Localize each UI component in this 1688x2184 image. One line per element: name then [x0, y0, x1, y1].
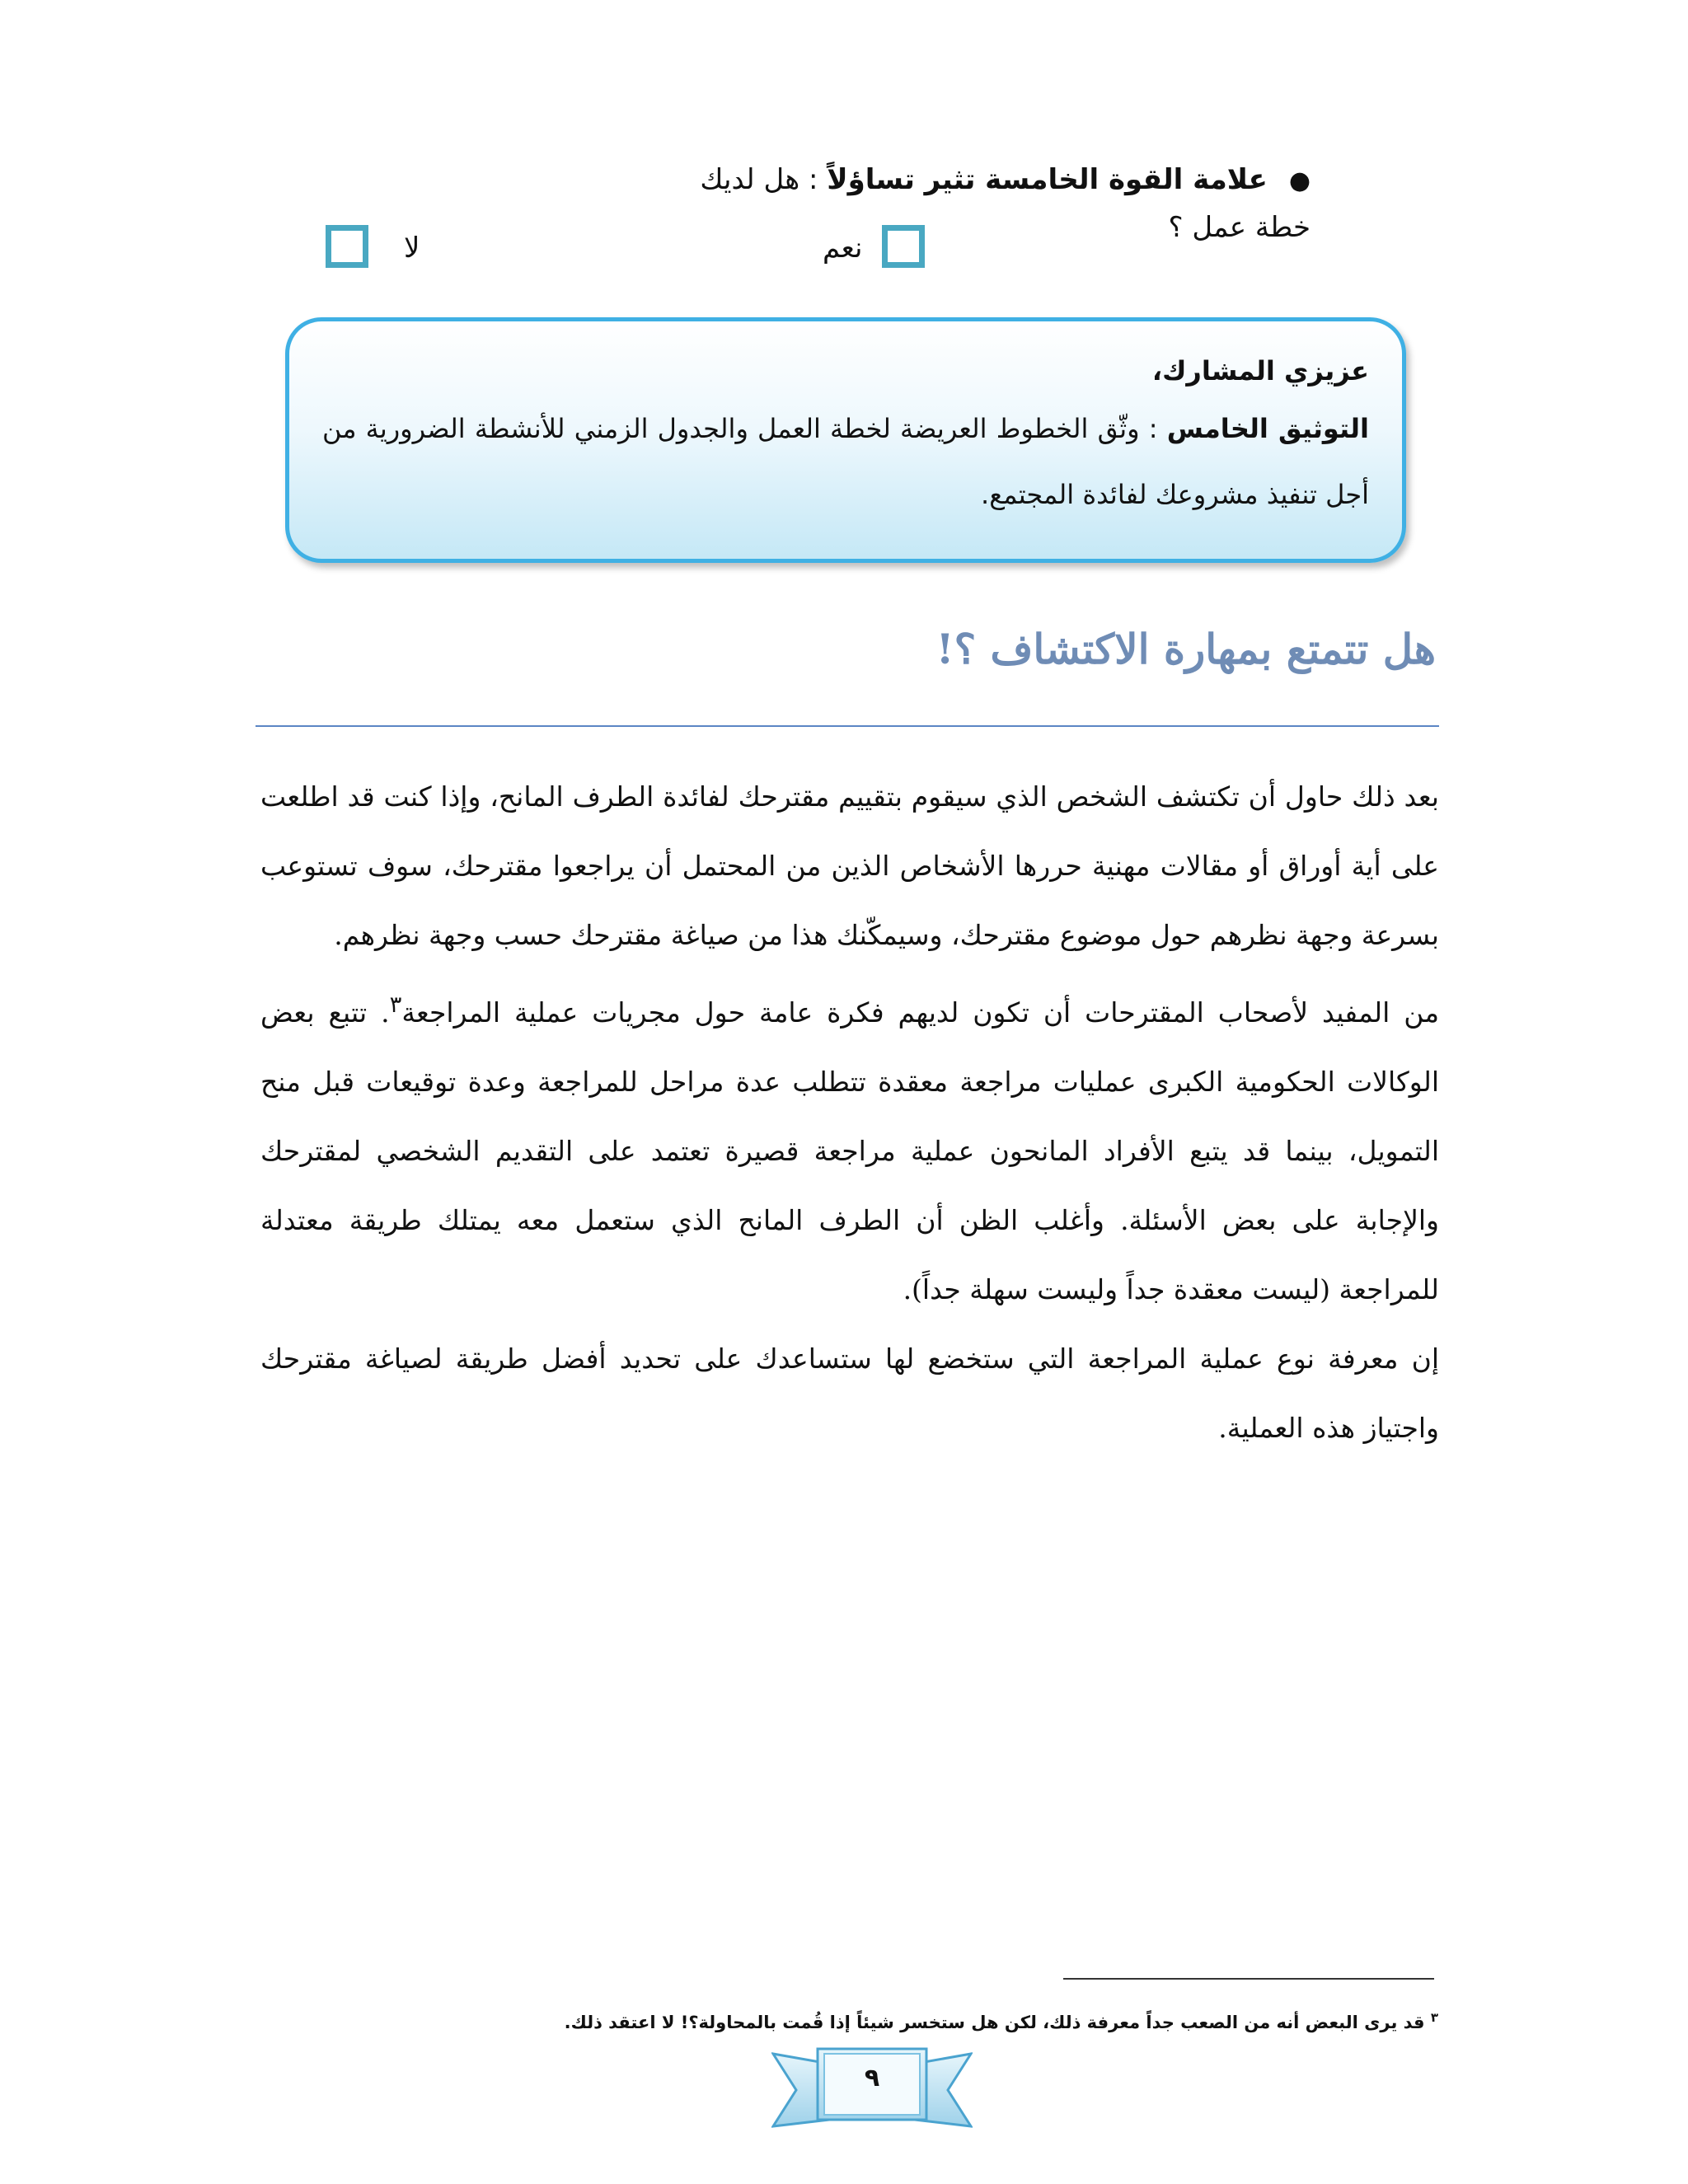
question-strong: علامة القوة الخامسة تثير تساؤلاً — [827, 163, 1268, 196]
question-text: هل لديك خطة عمل ؟ — [700, 163, 1311, 244]
paragraph-1: بعد ذلك حاول أن تكتشف الشخص الذي سيقوم بتقييم مقترحك لفائدة الطرف المانح، وإذا كنت قد اطلعت على أية أوراق أو مقالات مهنية حررها الأشخاص الذين من المحتمل أن يراجعوا مقترحك، سوف تستوعب بسرعة وجهة نظرهم حول موضوع مقترحك، وسيمكّنك هذا من صياغة مقترحك حسب وجهة نظرهم. — [260, 780, 1439, 951]
note-greeting: عزيزي المشارك، — [1151, 355, 1369, 387]
note-separator: : — [1148, 413, 1158, 444]
note-box — [285, 317, 1406, 563]
footnote-reference[interactable]: ٣ — [389, 991, 402, 1018]
checkbox-yes[interactable] — [882, 225, 925, 268]
option-yes[interactable] — [816, 225, 940, 276]
footnote — [330, 2001, 1438, 2039]
paragraph-2-rest: . تتبع بعض الوكالات الحكومية الكبرى عمليات مراجعة معقدة تتطلب عدة مراحل للمراجعة وعدة توقيعات قبل منح التمويل، بينما قد يتبع الأفراد المانحون عملية مراجعة قصيرة تعتمد على التقديم الشخصي لمقترحك والإجابة على بعض الأسئلة. وأغلب الظن أن الطرف المانح الذي ستعمل معه يمتلك طريقة معتدلة للمراجعة (ليست معقدة جداً وليست سهلة جداً). — [260, 996, 1439, 1305]
footnote-text: قد يرى البعض أنه من الصعب جداً معرفة ذلك، لكن هل ستخسر شيئاً إذا قُمت بالمحاولة؟! لا اعتقد ذلك. — [564, 2013, 1425, 2032]
option-yes-label: نعم — [823, 232, 863, 265]
page-number-ribbon — [771, 2044, 973, 2135]
checkbox-no[interactable] — [326, 225, 368, 268]
question-item — [643, 157, 1311, 251]
paragraph-2-start: من المفيد لأصحاب المقترحات أن تكون لديهم فكرة عامة حول مجريات عملية المراجعة — [401, 996, 1439, 1029]
section-divider — [256, 725, 1439, 727]
bullet-icon: ● — [1288, 166, 1311, 195]
paragraph-2 — [260, 970, 1439, 1324]
note-body: وثّق الخطوط العريضة لخطة العمل والجدول الزمني للأنشطة الضرورية من أجل تنفيذ مشروعك لفائدة المجتمع. — [322, 413, 1369, 510]
section-title: هل تتمتع بمهارة الاكتشاف ؟! — [935, 625, 1436, 673]
page-number: ٩ — [864, 2064, 880, 2093]
note-heading: التوثيق الخامس — [1166, 413, 1370, 444]
body-text — [260, 762, 1439, 1463]
option-no-label: لا — [404, 232, 420, 265]
footnote-marker: ٣ — [1430, 2010, 1438, 2025]
paragraph-3: إن معرفة نوع عملية المراجعة التي ستخضع لها ستساعدك على تحديد أفضل طريقة لصياغة مقترحك واجتياز هذه العملية. — [260, 1343, 1439, 1444]
question-separator: : — [808, 163, 818, 196]
footnote-divider — [1063, 1978, 1434, 1980]
option-no[interactable] — [326, 225, 449, 276]
